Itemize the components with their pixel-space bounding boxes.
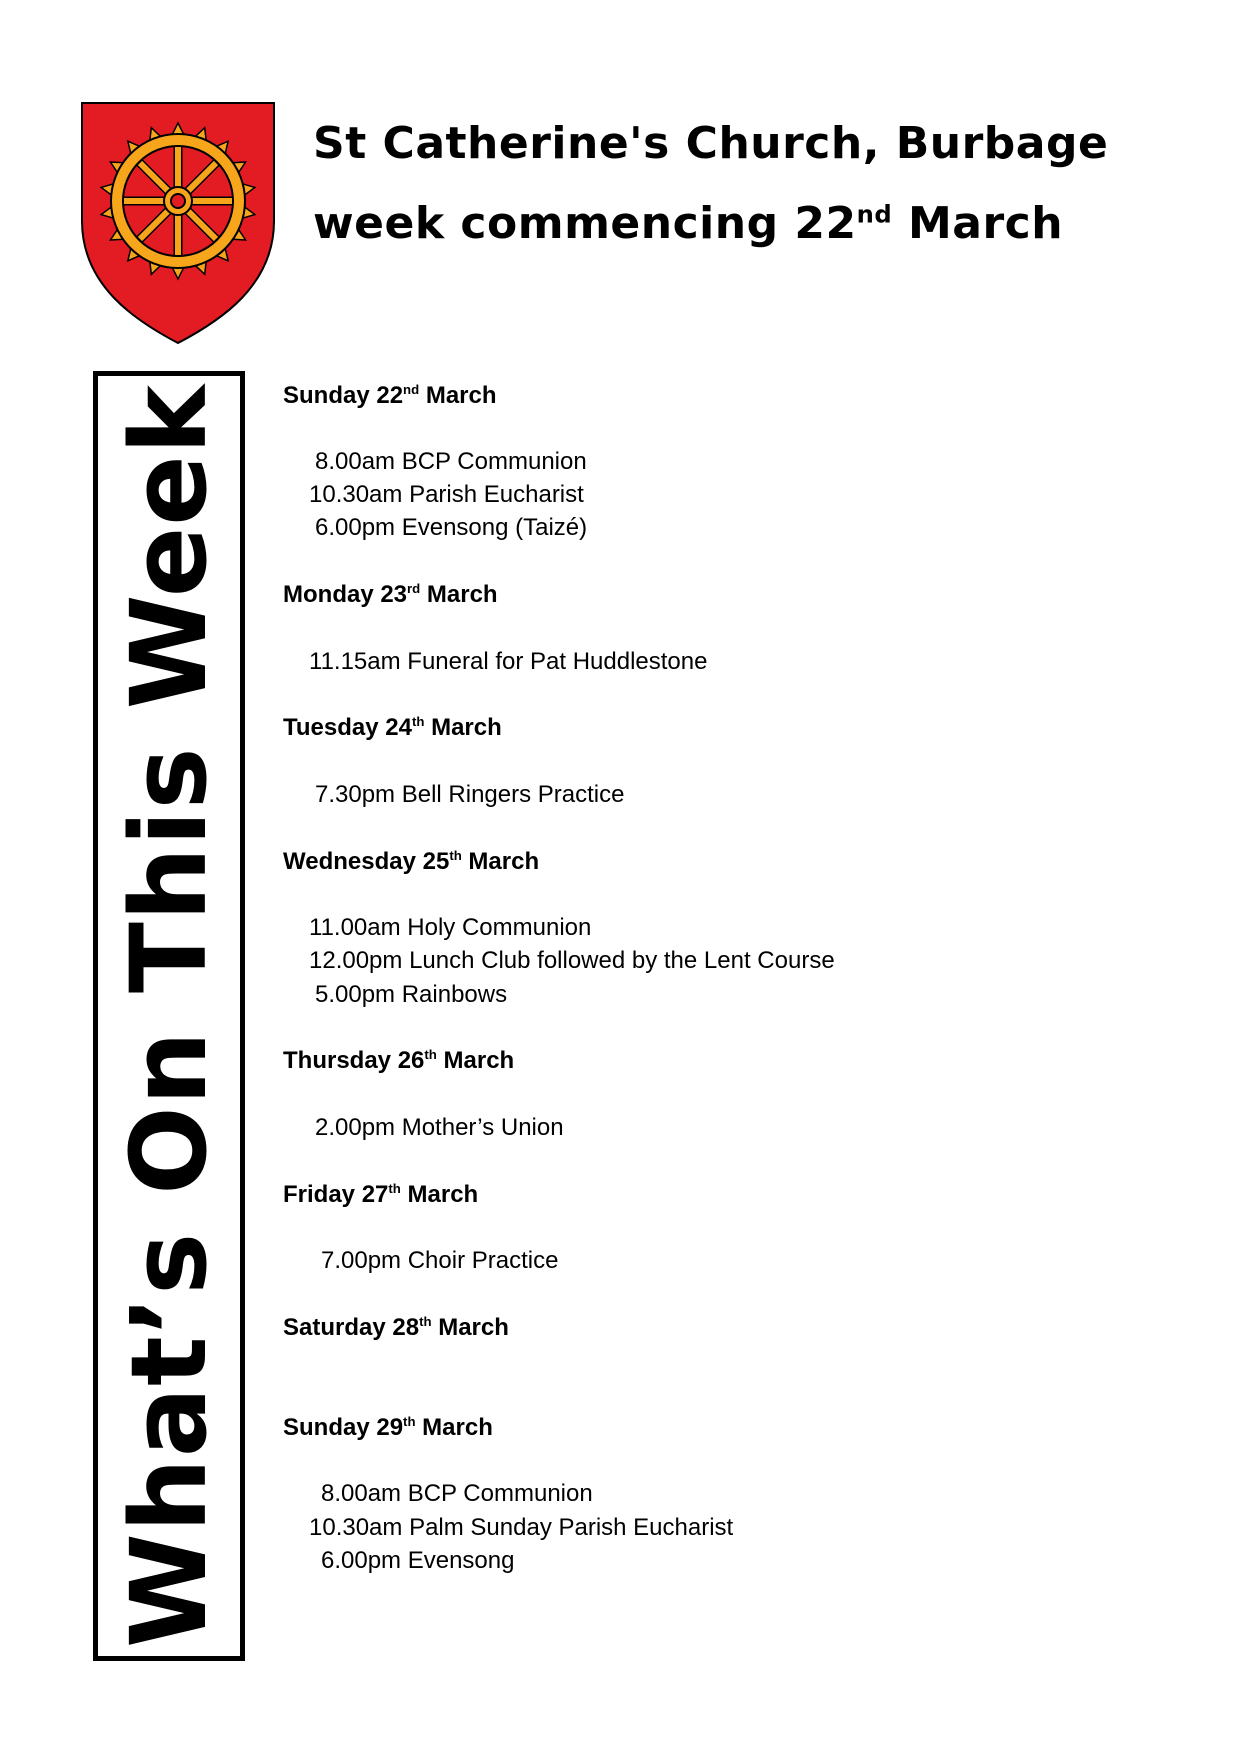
event-item: 11.00am Holy Communion: [309, 914, 592, 941]
subtitle-prefix: week commencing 22: [313, 198, 857, 249]
event-item: 10.30am Parish Eucharist: [309, 481, 584, 508]
page-title: St Catherine's Church, Burbage: [313, 118, 1109, 169]
event-item: 10.30am Palm Sunday Parish Eucharist: [309, 1514, 734, 1541]
day-heading: Friday 27th March: [283, 1181, 479, 1208]
catherine-wheel-shield-icon: [80, 101, 276, 345]
day-heading: Tuesday 24th March: [283, 714, 502, 741]
event-item: 8.00am BCP Communion: [321, 1480, 593, 1507]
event-item: 7.30pm Bell Ringers Practice: [315, 781, 625, 808]
event-item: 6.00pm Evensong: [321, 1547, 515, 1574]
page-subtitle: [313, 198, 1063, 249]
event-item: 8.00am BCP Communion: [315, 448, 587, 475]
subtitle-month: March: [892, 198, 1064, 249]
day-heading: Saturday 28th March: [283, 1314, 509, 1341]
day-heading: Wednesday 25th March: [283, 848, 540, 875]
event-item: 2.00pm Mother’s Union: [315, 1114, 564, 1141]
event-item: 12.00pm Lunch Club followed by the Lent Course: [309, 947, 835, 974]
day-heading: Sunday 22nd March: [283, 382, 497, 409]
event-item: 7.00pm Choir Practice: [321, 1247, 559, 1274]
event-item: 6.00pm Evensong (Taizé): [315, 514, 588, 541]
sidebar-label: What’s On This Week: [108, 384, 230, 1648]
event-item: 11.15am Funeral for Pat Huddlestone: [309, 648, 708, 675]
subtitle-ordinal: nd: [856, 200, 893, 229]
event-item: 5.00pm Rainbows: [315, 981, 508, 1008]
day-heading: Thursday 26th March: [283, 1047, 515, 1074]
sidebar-banner: [93, 371, 245, 1661]
day-heading: Sunday 29th March: [283, 1414, 493, 1441]
day-heading: Monday 23rd March: [283, 581, 498, 608]
